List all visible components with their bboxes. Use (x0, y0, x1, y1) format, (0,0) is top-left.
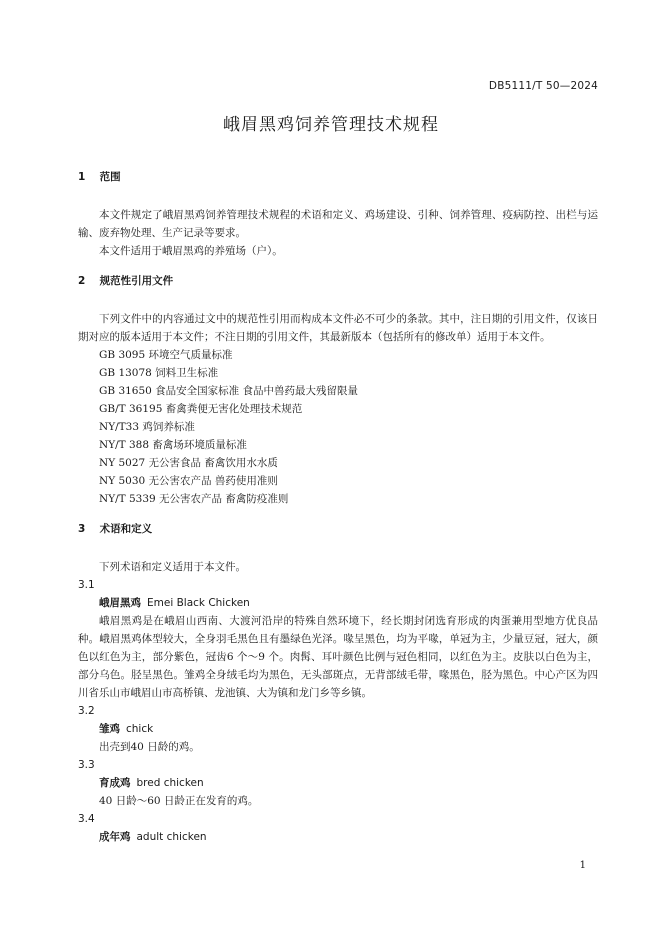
term-number: 3.4 (78, 813, 95, 825)
reference-item: NY/T 388 畜禽场环境质量标准 (99, 439, 247, 451)
page-number: 1 (579, 860, 586, 871)
term-name: 雏鸡 chick (99, 723, 154, 735)
term-number: 3.2 (78, 705, 95, 717)
reference-item: NY 5030 无公害农产品 兽药使用准则 (99, 475, 278, 487)
section-2-intro: 下列文件中的内容通过文中的规范性引用而构成本文件必不可少的条款。其中，注日期的引用文件，仅该日期对应的版本适用于本文件；不注日期的引用文件，其最新版本（包括所有的修改单）适用于本文件。 (78, 313, 598, 343)
term-name: 育成鸡 bred chicken (99, 777, 204, 789)
term-number: 3.3 (78, 759, 95, 771)
term-definition: 40 日龄～60 日龄正在发育的鸡。 (99, 795, 259, 807)
term-definition: 峨眉黑鸡是在峨眉山西南、大渡河沿岸的特殊自然环境下，经长期封闭选育形成的肉蛋兼用型地方优良品种。峨眉黑鸡体型较大，全身羽毛黑色且有墨绿色光泽。喙呈黑色，均为平喙，单冠为主，少量豆冠，冠大，颜色以红色为主，部分紫色，冠齿6 个～9 个。肉髯、耳叶颜色比例与冠色相同，以红色为主。皮肤以白色为主，部分乌色。胫呈黑色。雏鸡全身绒毛均为黑色，无头部斑点，无背部绒毛带，喙黑色，胫为黑色。中心产区为四川省乐山市峨眉山市高桥镇、龙池镇、大为镇和龙门乡等乡镇。 (78, 615, 598, 699)
term-name: 峨眉黑鸡 Emei Black Chicken (99, 597, 250, 609)
document-code: DB5111/T 50—2024 (488, 80, 598, 92)
section-1-para-1: 本文件规定了峨眉黑鸡饲养管理技术规程的术语和定义、鸡场建设、引种、饲养管理、疫病防控、出栏与运输、废弃物处理、生产记录等要求。 (78, 209, 598, 239)
reference-item: GB 13078 饲料卫生标准 (99, 367, 219, 379)
term-definition: 出壳到40 日龄的鸡。 (99, 741, 200, 753)
section-2-heading: 2 规范性引用文件 (78, 275, 174, 287)
section-3-intro: 下列术语和定义适用于本文件。 (99, 561, 246, 573)
reference-item: NY 5027 无公害食品 畜禽饮用水水质 (99, 457, 278, 469)
reference-item: GB 3095 环境空气质量标准 (99, 349, 233, 361)
reference-item: GB 31650 食品安全国家标准 食品中兽药最大残留限量 (99, 385, 359, 397)
reference-item: GB/T 36195 畜禽粪便无害化处理技术规范 (99, 403, 303, 415)
reference-item: NY/T 5339 无公害农产品 畜禽防疫准则 (99, 493, 289, 505)
section-3-heading: 3 术语和定义 (78, 523, 153, 535)
document-body (78, 168, 598, 846)
section-1-para-2: 本文件适用于峨眉黑鸡的养殖场（户）。 (99, 245, 283, 257)
term-name: 成年鸡 adult chicken (99, 831, 207, 843)
term-number: 3.1 (78, 579, 95, 591)
document-title: 峨眉黑鸡饲养管理技术规程 (223, 115, 439, 135)
reference-item: NY/T33 鸡饲养标准 (99, 421, 195, 433)
section-1-heading: 1 范围 (78, 171, 121, 183)
